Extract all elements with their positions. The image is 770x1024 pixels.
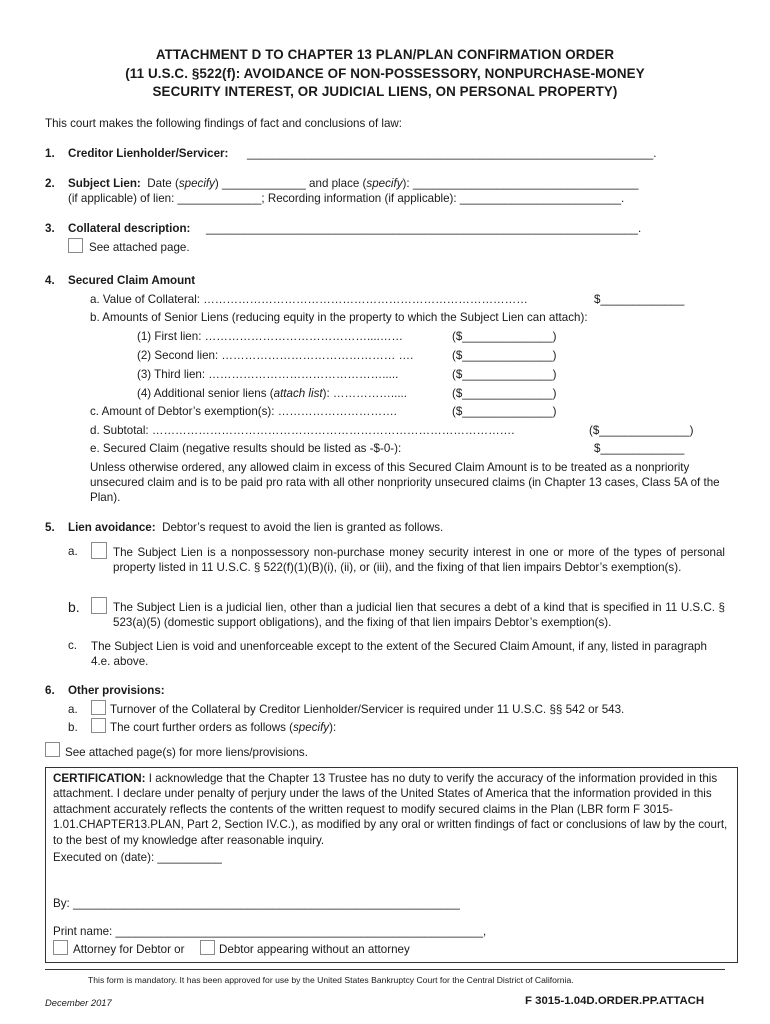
debtor-exemption-field[interactable]: ($______________) bbox=[452, 405, 557, 418]
section-5-number: 5. bbox=[45, 521, 55, 534]
executed-on-field[interactable]: Executed on (date): __________ bbox=[53, 851, 222, 864]
signature-by-field[interactable]: By: ____________________________________________________________ bbox=[53, 897, 460, 910]
specify-text-2: specify bbox=[366, 177, 403, 190]
additional-liens-text-b: ): ……………..... bbox=[322, 387, 407, 400]
subtotal-label: d. Subtotal: …………………………………………………………………………………. bbox=[90, 424, 515, 437]
title-line-2: (11 U.S.C. §522(f): AVOIDANCE OF NON-POSSESSORY, NONPURCHASE-MONEY bbox=[125, 66, 645, 81]
third-lien-label: (3) Third lien: ………………………………………..... bbox=[137, 368, 399, 381]
option-c-letter: c. bbox=[68, 639, 78, 652]
section-3-number: 3. bbox=[45, 222, 55, 235]
see-attached-page-checkbox[interactable] bbox=[68, 238, 83, 253]
section-6-number: 6. bbox=[45, 684, 55, 697]
additional-liens-label bbox=[137, 387, 407, 400]
collateral-description-field[interactable]: ___________________________________________________________________. bbox=[206, 222, 642, 235]
subject-lien-line-2[interactable]: (if applicable) of lien: _____________; Recording information (if applicable): _________________________. bbox=[68, 192, 625, 205]
additional-liens-field[interactable]: ($______________) bbox=[452, 387, 557, 400]
section-5-label: Lien avoidance: bbox=[68, 521, 156, 534]
section-6-label: Other provisions: bbox=[68, 684, 165, 697]
first-lien-label: (1) First lien: ……………………………………....…… bbox=[137, 330, 404, 343]
option-b-letter: b. bbox=[68, 599, 80, 615]
option-a-checkbox[interactable] bbox=[91, 542, 107, 559]
provision-b-checkbox[interactable] bbox=[91, 718, 106, 733]
additional-liens-text-a: (4) Additional senior liens ( bbox=[137, 387, 274, 400]
footer-form-id: F 3015-1.04D.ORDER.PP.ATTACH bbox=[525, 995, 705, 1007]
secured-claim-field[interactable]: $_____________ bbox=[594, 442, 685, 455]
lien-avoidance-heading bbox=[68, 521, 443, 534]
value-of-collateral-label: a. Value of Collateral: ………………………………………………………………………… bbox=[90, 293, 528, 306]
specify-text: specify bbox=[178, 177, 215, 190]
option-b-text: The Subject Lien is a judicial lien, other than a judicial lien that secures a debt of a kind that is specified in 11 U.S.C. § 523(a)(5) (domestic support obligations), and the fixing of that lien impairs Debtor’s exemption(s). bbox=[113, 601, 725, 629]
third-lien-field[interactable]: ($______________) bbox=[452, 368, 557, 381]
provision-a-text: Turnover of the Collateral by Creditor Lienholder/Servicer is required under 11 U.S.C. §§ 542 or 543. bbox=[110, 703, 625, 716]
certification-text bbox=[53, 771, 729, 848]
section-4-label: Secured Claim Amount bbox=[68, 274, 196, 287]
section-1-label: Creditor Lienholder/Servicer: bbox=[68, 147, 229, 160]
debtor-pro-se-label: Debtor appearing without an attorney bbox=[219, 943, 410, 956]
section-4-number: 4. bbox=[45, 274, 55, 287]
section-2-label: Subject Lien: bbox=[68, 177, 141, 190]
debtor-pro-se-checkbox[interactable] bbox=[200, 940, 215, 955]
title-line-1: ATTACHMENT D TO CHAPTER 13 PLAN/PLAN CONFIRMATION ORDER bbox=[155, 47, 615, 62]
footer-date: December 2017 bbox=[45, 997, 112, 1008]
secured-claim-note: Unless otherwise ordered, any allowed claim in excess of this Secured Claim Amount is to be treated as a nonpriority unsecured claim and is to be paid pro rata with all other nonpriority unsecured claims (in Chapter 13 cases, Class 5A of the Plan). bbox=[90, 461, 720, 504]
first-lien-field[interactable]: ($______________) bbox=[452, 330, 557, 343]
footer-notice: This form is mandatory. It has been approved for use by the United States Bankruptcy Court for the Central District of California. bbox=[88, 975, 574, 985]
certification-body: I acknowledge that the Chapter 13 Trustee has no duty to verify the accuracy of the information provided in this attachment. I declare under penalty of perjury under the laws of the United States of America that the information provided in this attachment accurately reflects the contents of the written request to modify secured claims in the Plan (LBR form F 3015-1.01.CHAPTER13.PLAN, Part 2, Section IV.C.), as modified by any oral or written findings of fact or conclusions of law by the court, to the best of my knowledge after reasonable inquiry. bbox=[53, 772, 728, 847]
option-b-checkbox[interactable] bbox=[91, 597, 107, 614]
section-2-number: 2. bbox=[45, 177, 55, 190]
second-lien-field[interactable]: ($______________) bbox=[452, 349, 557, 362]
option-a-text: The Subject Lien is a nonpossessory non-purchase money security interest in one or more of the types of personal property listed in 11 U.S.C. § 522(f)(1)(B)(i), (ii), or (iii), and the fixing of that lien impairs Debtor’s exemption(s). bbox=[113, 546, 725, 574]
provision-b-text bbox=[110, 721, 336, 734]
creditor-field[interactable]: _______________________________________________________________. bbox=[247, 147, 657, 160]
more-liens-checkbox[interactable] bbox=[45, 742, 60, 757]
attach-list-text: attach list bbox=[273, 387, 323, 400]
provision-b-letter: b. bbox=[68, 721, 78, 734]
debtor-exemption-label: c. Amount of Debtor’s exemption(s): …………………………. bbox=[90, 405, 397, 418]
print-name-field[interactable]: Print name: _________________________________________________________, bbox=[53, 925, 487, 938]
section-3-label: Collateral description: bbox=[68, 222, 191, 235]
certification-heading: CERTIFICATION: bbox=[53, 772, 146, 785]
attorney-for-debtor-label: Attorney for Debtor or bbox=[73, 943, 185, 956]
subject-lien-place-text: ) _____________ and place ( bbox=[214, 177, 367, 190]
subtotal-field[interactable]: ($______________) bbox=[589, 424, 694, 437]
subject-lien-place-blank: ): ___________________________________ bbox=[402, 177, 639, 190]
more-liens-label: See attached page(s) for more liens/provisions. bbox=[65, 746, 308, 759]
footer-divider bbox=[45, 969, 725, 970]
section-1-number: 1. bbox=[45, 147, 55, 160]
second-lien-label: (2) Second lien: ……………………………………… …. bbox=[137, 349, 414, 362]
provision-b-text-a: The court further orders as follows ( bbox=[110, 721, 293, 734]
provision-b-text-b: ): bbox=[329, 721, 337, 734]
option-a-letter: a. bbox=[68, 545, 78, 558]
subject-lien-date-text: Date ( bbox=[147, 177, 179, 190]
provision-b-specify: specify bbox=[293, 721, 330, 734]
provision-a-checkbox[interactable] bbox=[91, 700, 106, 715]
see-attached-page-label: See attached page. bbox=[89, 241, 190, 254]
provision-a-letter: a. bbox=[68, 703, 78, 716]
intro-text: This court makes the following findings of fact and conclusions of law: bbox=[45, 117, 403, 130]
attorney-for-debtor-checkbox[interactable] bbox=[53, 940, 68, 955]
secured-claim-label: e. Secured Claim (negative results should be listed as -$-0-): bbox=[90, 442, 402, 455]
lien-avoidance-intro: Debtor’s request to avoid the lien is granted as follows. bbox=[162, 521, 444, 534]
senior-liens-label: b. Amounts of Senior Liens (reducing equity in the property to which the Subject Lien can attach): bbox=[90, 311, 588, 324]
option-c-text: The Subject Lien is void and unenforceable except to the extent of the Secured Claim Amount, if any, listed in paragraph 4.e. above. bbox=[91, 640, 707, 668]
value-of-collateral-field[interactable]: $_____________ bbox=[594, 293, 685, 306]
title-line-3: SECURITY INTEREST, OR JUDICIAL LIENS, ON PERSONAL PROPERTY) bbox=[152, 84, 618, 99]
subject-lien-line-1[interactable] bbox=[68, 177, 639, 190]
